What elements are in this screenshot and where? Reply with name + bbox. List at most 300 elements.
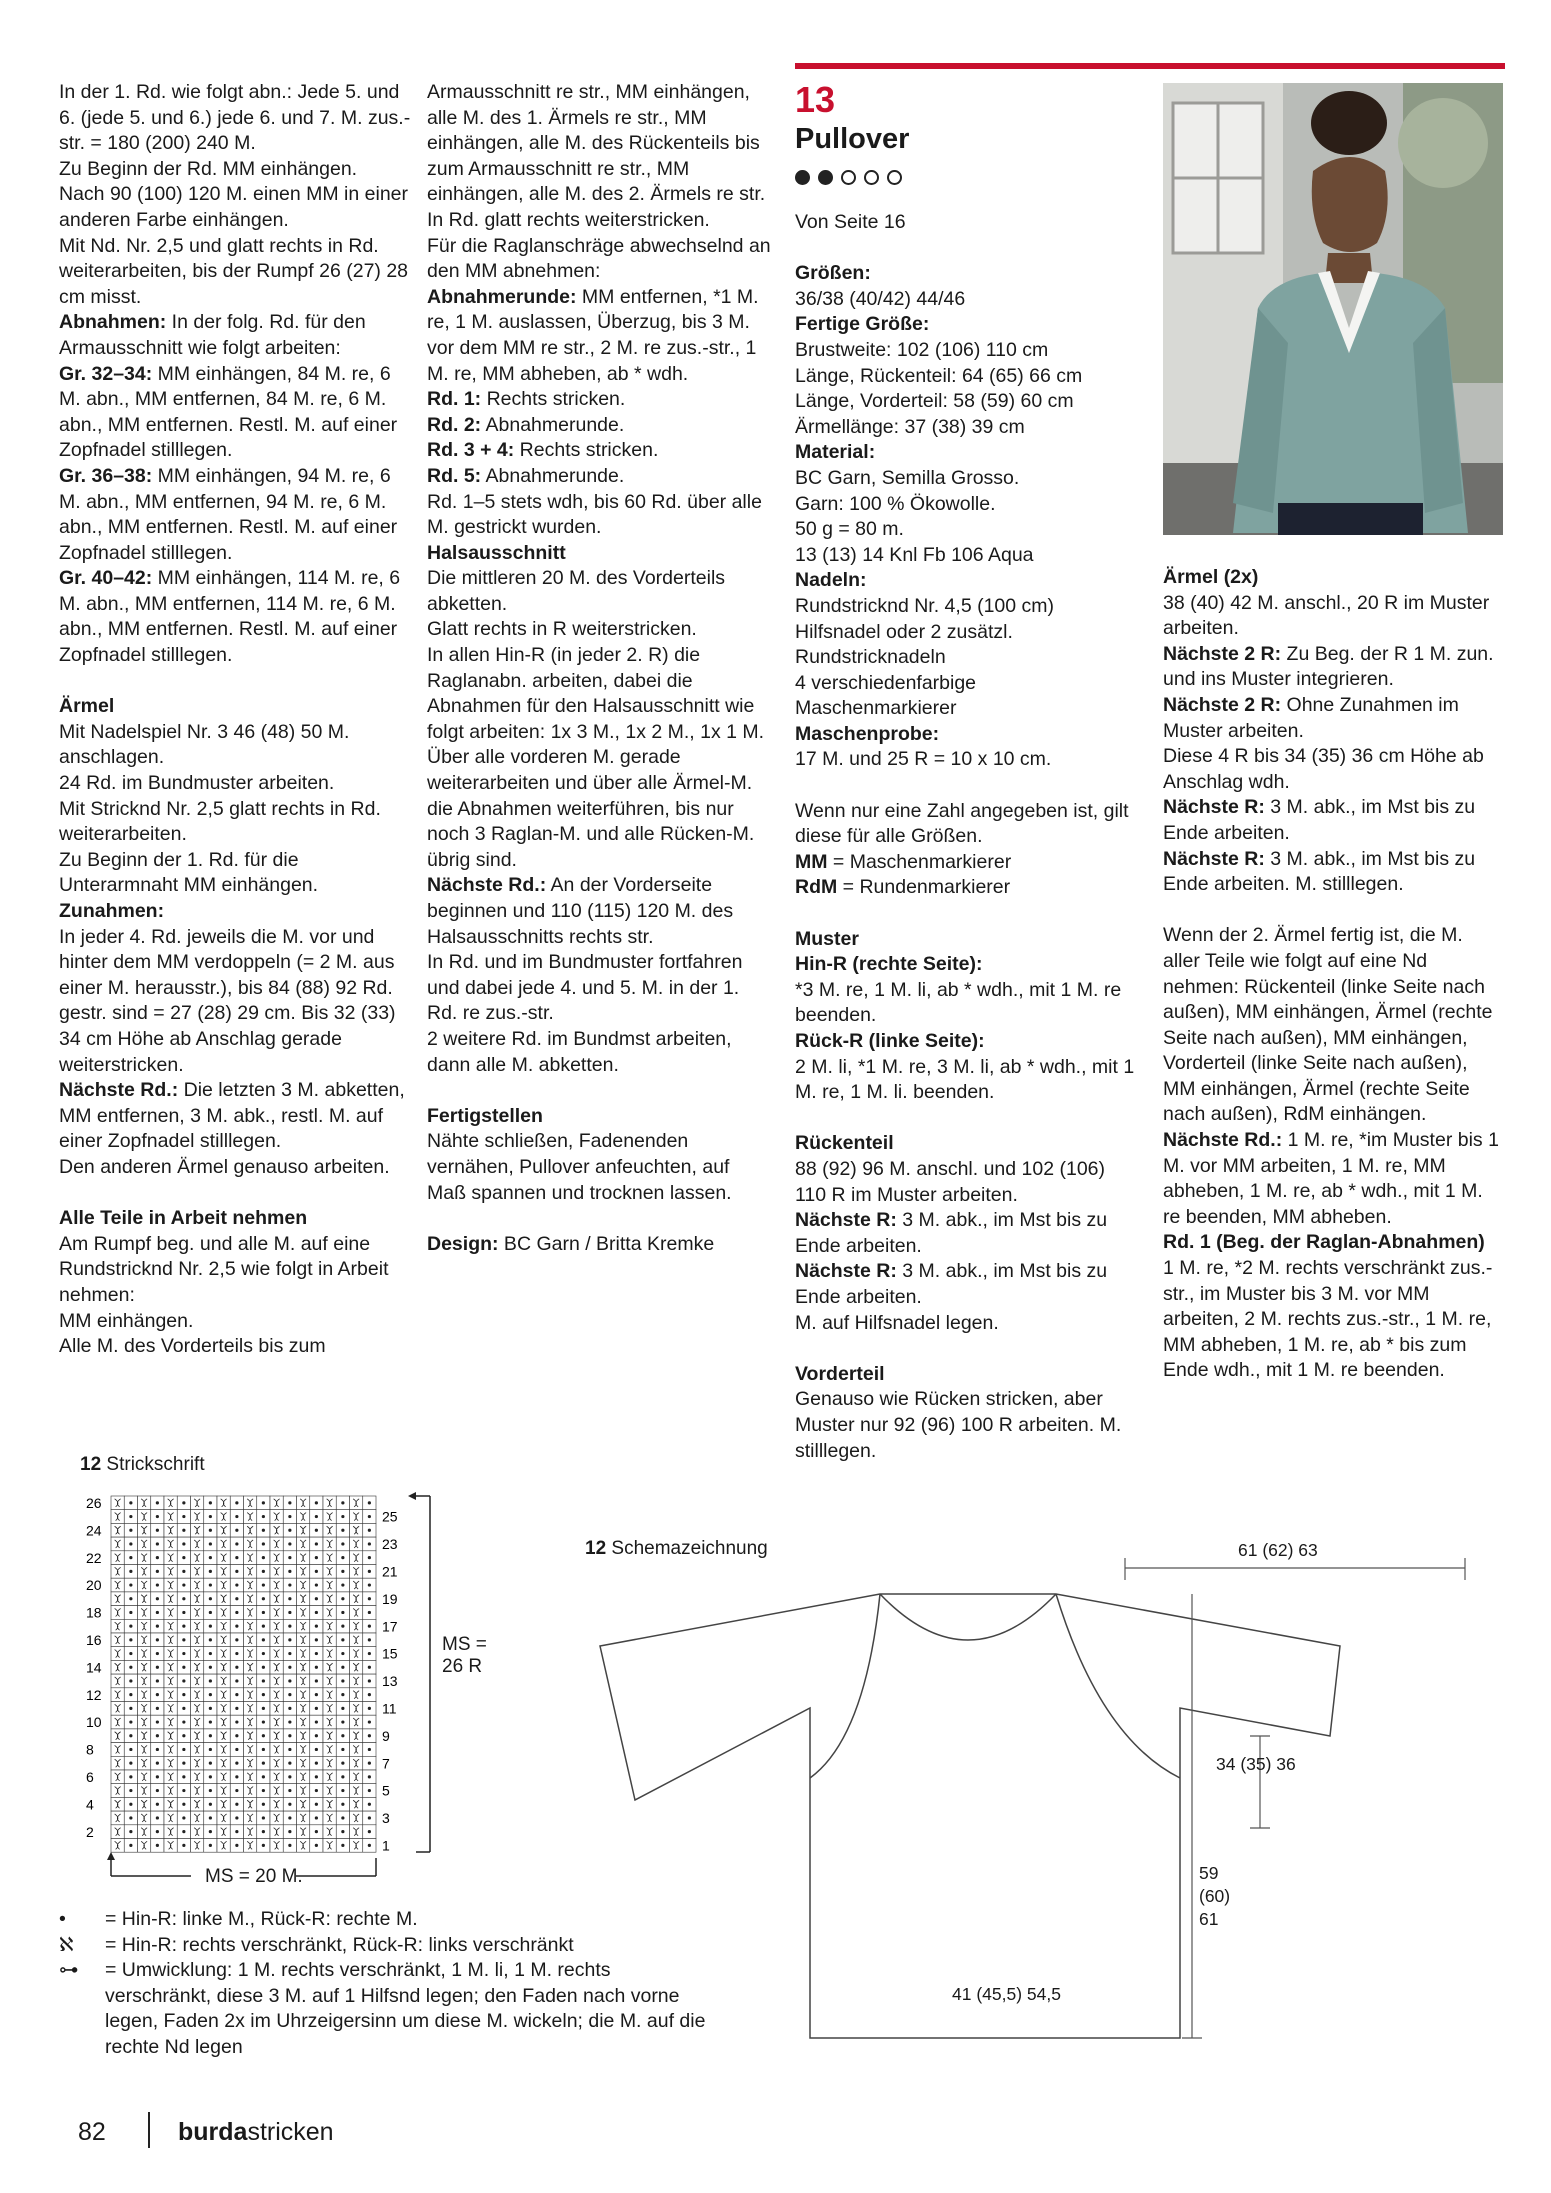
paragraph xyxy=(427,285,772,387)
purl-symbol xyxy=(368,1789,371,1792)
paragraph-gap xyxy=(795,1106,1140,1132)
paragraph xyxy=(1163,744,1503,795)
text-column-2 xyxy=(427,80,772,1257)
purl-symbol xyxy=(235,1556,238,1559)
purl-symbol xyxy=(182,1611,185,1614)
purl-symbol xyxy=(235,1515,238,1518)
purl-symbol xyxy=(315,1529,318,1532)
purl-symbol xyxy=(182,1693,185,1696)
purl-symbol xyxy=(262,1638,265,1641)
paragraph xyxy=(427,464,772,490)
paragraph-gap xyxy=(795,901,1140,927)
purl-symbol xyxy=(368,1666,371,1669)
text-column-1 xyxy=(59,80,414,1360)
inline-label: Nächste R: xyxy=(1163,796,1265,819)
purl-symbol xyxy=(341,1679,344,1682)
strickschrift-chart xyxy=(86,1488,506,1888)
purl-symbol xyxy=(262,1515,265,1518)
paragraph-text: = Maschenmarkierer xyxy=(827,850,1012,873)
row-label-left: 10 xyxy=(86,1714,102,1731)
legend-row xyxy=(59,1958,719,2060)
row-label-left: 12 xyxy=(86,1686,102,1703)
text-column-4 xyxy=(1163,565,1503,1384)
paragraph-text: Mit Stricknd Nr. 2,5 glatt rechts in Rd. weiterarbeiten. xyxy=(59,797,381,846)
paragraph-text: An der Vorderseite beginnen und 110 (115) 120 M. des Halsausschnitts rechts str. xyxy=(427,874,734,948)
purl-symbol xyxy=(341,1501,344,1504)
purl-symbol xyxy=(262,1720,265,1723)
purl-symbol xyxy=(129,1625,132,1628)
ms-cols-label: MS = 20 M. xyxy=(205,1866,303,1887)
paragraph-text: BC Garn, Semilla Grosso. xyxy=(795,466,1020,489)
section-heading: Fertigstellen xyxy=(427,1104,543,1127)
purl-symbol xyxy=(182,1556,185,1559)
purl-symbol xyxy=(315,1816,318,1819)
row-label-right: 21 xyxy=(382,1563,398,1580)
purl-symbol xyxy=(341,1720,344,1723)
purl-symbol xyxy=(209,1638,212,1641)
purl-symbol xyxy=(315,1789,318,1792)
purl-symbol xyxy=(341,1803,344,1806)
purl-symbol xyxy=(315,1679,318,1682)
paragraph-text: Rechts stricken. xyxy=(481,388,626,411)
purl-symbol xyxy=(368,1734,371,1737)
paragraph-text: Rundstricknd Nr. 4,5 (100 cm) Hilfsnadel oder 2 zusätzl. Rundstricknadeln xyxy=(795,594,1055,669)
inline-label: Gr. 32–34: xyxy=(59,362,153,385)
purl-symbol xyxy=(156,1844,159,1847)
legend-text: = Umwicklung: 1 M. rechts verschränkt, 1 M. li, 1 M. rechts verschränkt, diese 3 M. auf 1 Hilfsnd legen; den Faden nach vorne legen, Faden 2x im Uhrzeigersinn um diese M. wickeln; die M. auf die rechte Nd legen xyxy=(105,1959,706,2058)
purl-symbol xyxy=(262,1789,265,1792)
paragraph-text: Diese 4 R bis 34 (35) 36 cm Höhe ab Anschlag wdh. xyxy=(1163,745,1484,793)
difficulty-dot-filled xyxy=(795,170,810,185)
paragraph-text: 24 Rd. im Bundmuster arbeiten. xyxy=(59,772,335,795)
paragraph-text: 1 M. re, *im Muster bis 1 M. vor MM arbeiten, 1 M. re, MM abheben, 1 M. re, ab * wdh., mit 1 M. re beenden, MM abheben. xyxy=(1163,1129,1499,1228)
paragraph-gap xyxy=(795,1336,1140,1362)
purl-symbol xyxy=(341,1666,344,1669)
purl-symbol xyxy=(209,1597,212,1600)
purl-symbol xyxy=(288,1652,291,1655)
purl-symbol xyxy=(262,1625,265,1628)
purl-symbol xyxy=(209,1720,212,1723)
paragraph-text: *3 M. re, 1 M. li, ab * wdh., mit 1 M. re beenden. xyxy=(795,978,1122,1027)
text-column-3 xyxy=(795,210,1140,1464)
purl-symbol xyxy=(182,1515,185,1518)
row-label-left: 2 xyxy=(86,1823,94,1840)
inline-label: Nächste R: xyxy=(1163,847,1265,870)
purl-symbol xyxy=(315,1762,318,1765)
paragraph xyxy=(795,210,1140,236)
purl-symbol xyxy=(182,1679,185,1682)
purl-symbol xyxy=(182,1597,185,1600)
brand-logo: burdastricken xyxy=(178,2118,334,2146)
purl-symbol xyxy=(156,1611,159,1614)
purl-symbol xyxy=(129,1515,132,1518)
purl-symbol xyxy=(368,1611,371,1614)
paragraph-text: = Rundenmarkierer xyxy=(837,876,1011,899)
paragraph-text: In Rd. glatt rechts weiterstricken. xyxy=(427,208,710,231)
purl-symbol xyxy=(209,1625,212,1628)
paragraph-text: 13 (13) 14 Knl Fb 106 Aqua xyxy=(795,543,1034,566)
purl-symbol xyxy=(341,1844,344,1847)
purl-symbol xyxy=(262,1542,265,1545)
purl-symbol xyxy=(262,1693,265,1696)
purl-symbol xyxy=(288,1693,291,1696)
purl-symbol xyxy=(235,1844,238,1847)
purl-symbol xyxy=(315,1556,318,1559)
paragraph xyxy=(1163,591,1503,642)
paragraph-text: Zu Beg. der R 1 M. zun. und ins Muster integrieren. xyxy=(1163,642,1494,691)
purl-symbol xyxy=(182,1638,185,1641)
purl-symbol xyxy=(182,1720,185,1723)
purl-symbol xyxy=(235,1803,238,1806)
purl-symbol xyxy=(156,1570,159,1573)
purl-symbol xyxy=(341,1762,344,1765)
paragraph xyxy=(1163,1256,1503,1384)
purl-symbol xyxy=(182,1542,185,1545)
inline-label: Abnahmen: xyxy=(59,311,167,334)
difficulty-rating xyxy=(795,170,902,185)
paragraph xyxy=(1163,1128,1503,1230)
purl-symbol xyxy=(156,1789,159,1792)
row-label-right: 15 xyxy=(382,1645,398,1662)
paragraph xyxy=(59,566,414,668)
paragraph xyxy=(795,492,1140,518)
paragraph xyxy=(1163,923,1503,1128)
paragraph-text: Armausschnitt re str., MM einhängen, alle M. des 1. Ärmels re str., MM einhängen, alle M. des Rückenteils bis zum Armausschnitt re str., MM einhängen, alle M. des 2. Ärmels re str. xyxy=(427,81,766,206)
purl-symbol xyxy=(235,1748,238,1751)
purl-symbol xyxy=(129,1707,132,1710)
paragraph-text: M. auf Hilfsnadel legen. xyxy=(795,1311,999,1334)
purl-symbol xyxy=(156,1501,159,1504)
section-heading: Rückenteil xyxy=(795,1132,894,1155)
row-label-left: 14 xyxy=(86,1659,102,1676)
purl-symbol xyxy=(288,1515,291,1518)
purl-symbol xyxy=(288,1816,291,1819)
purl-symbol xyxy=(182,1775,185,1778)
paragraph-gap xyxy=(1163,898,1503,924)
purl-symbol xyxy=(156,1652,159,1655)
purl-symbol xyxy=(262,1501,265,1504)
purl-symbol xyxy=(341,1597,344,1600)
purl-symbol xyxy=(288,1789,291,1792)
paragraph-text: In der 1. Rd. wie folgt abn.: Jede 5. und 6. (jede 5. und 6.) jede 6. und 7. M. zus.-str. = 180 (200) 240 M. xyxy=(59,81,411,155)
legend-text: = Hin-R: rechts verschränkt, Rück-R: links verschränkt xyxy=(105,1933,574,1956)
paragraph xyxy=(59,1078,414,1155)
purl-symbol xyxy=(182,1844,185,1847)
purl-symbol xyxy=(129,1597,132,1600)
purl-symbol xyxy=(368,1556,371,1559)
paragraph xyxy=(59,157,414,183)
purl-symbol xyxy=(182,1666,185,1669)
purl-symbol xyxy=(209,1693,212,1696)
paragraph-text: Genauso wie Rücken stricken, aber Muster nur 92 (96) 100 R arbeiten. M. stilllegen. xyxy=(795,1388,1122,1462)
purl-symbol xyxy=(262,1556,265,1559)
purl-symbol xyxy=(129,1666,132,1669)
paragraph-text: Nähte schließen, Fadenenden vernähen, Pullover anfeuchten, auf Maß spannen und trocknen lassen. xyxy=(427,1130,732,1204)
dim-body-length: 59 (60) 61 xyxy=(1199,1863,1231,1929)
purl-symbol xyxy=(288,1529,291,1532)
legend-symbol: ℵ xyxy=(59,1933,74,1956)
purl-symbol xyxy=(368,1570,371,1573)
purl-symbol xyxy=(262,1844,265,1847)
paragraph xyxy=(795,338,1140,364)
paragraph-gap xyxy=(59,669,414,695)
purl-symbol xyxy=(182,1748,185,1751)
paragraph xyxy=(59,1334,414,1360)
paragraph xyxy=(59,771,414,797)
paragraph xyxy=(427,208,772,234)
purl-symbol xyxy=(235,1501,238,1504)
paragraph-text: Rechts stricken. xyxy=(514,439,659,462)
purl-symbol xyxy=(129,1748,132,1751)
purl-symbol xyxy=(235,1583,238,1586)
purl-symbol xyxy=(156,1830,159,1833)
paragraph xyxy=(795,671,1140,722)
purl-symbol xyxy=(341,1638,344,1641)
purl-symbol xyxy=(182,1529,185,1532)
purl-symbol xyxy=(156,1803,159,1806)
purl-symbol xyxy=(341,1529,344,1532)
purl-symbol xyxy=(235,1597,238,1600)
paragraph xyxy=(427,566,772,617)
paragraph xyxy=(427,387,772,413)
purl-symbol xyxy=(129,1693,132,1696)
paragraph-text: Über alle vorderen M. gerade weiterarbeiten und über alle Ärmel-M. die Abnahmen weiterführen, bis nur noch 3 Raglan-M. und alle Rücken-M. übrig sind. xyxy=(427,746,755,871)
purl-symbol xyxy=(288,1556,291,1559)
dim-sleeve-width: 34 (35) 36 xyxy=(1216,1754,1296,1774)
paragraph xyxy=(427,438,772,464)
purl-symbol xyxy=(156,1693,159,1696)
purl-symbol xyxy=(156,1515,159,1518)
purl-symbol xyxy=(341,1652,344,1655)
difficulty-dot-empty xyxy=(887,170,902,185)
purl-symbol xyxy=(209,1707,212,1710)
purl-symbol xyxy=(209,1789,212,1792)
row-label-left: 8 xyxy=(86,1741,94,1758)
paragraph-text: Garn: 100 % Ökowolle. xyxy=(795,492,996,515)
paragraph xyxy=(59,362,414,464)
purl-symbol xyxy=(262,1570,265,1573)
paragraph xyxy=(795,1157,1140,1208)
purl-symbol xyxy=(156,1556,159,1559)
paragraph xyxy=(795,1311,1140,1337)
purl-symbol xyxy=(341,1693,344,1696)
paragraph-gap xyxy=(427,1206,772,1232)
paragraph-text: Zu Beginn der 1. Rd. für die Unterarmnaht MM einhängen. xyxy=(59,848,319,897)
purl-symbol xyxy=(129,1611,132,1614)
purl-symbol xyxy=(209,1515,212,1518)
paragraph-text: Länge, Vorderteil: 58 (59) 60 cm xyxy=(795,390,1074,413)
purl-symbol xyxy=(235,1529,238,1532)
chart-legend xyxy=(59,1907,719,2061)
purl-symbol xyxy=(288,1679,291,1682)
model-photo xyxy=(1163,83,1503,535)
purl-symbol xyxy=(368,1844,371,1847)
purl-symbol xyxy=(129,1803,132,1806)
purl-symbol xyxy=(288,1597,291,1600)
purl-symbol xyxy=(129,1844,132,1847)
purl-symbol xyxy=(315,1734,318,1737)
row-label-left: 4 xyxy=(86,1796,94,1813)
paragraph xyxy=(1163,847,1503,898)
purl-symbol xyxy=(368,1707,371,1710)
paragraph-text: MM einhängen. xyxy=(59,1309,194,1332)
purl-symbol xyxy=(315,1638,318,1641)
inline-label: MM xyxy=(795,850,828,873)
paragraph-gap xyxy=(795,236,1140,262)
purl-symbol xyxy=(288,1666,291,1669)
purl-symbol xyxy=(209,1556,212,1559)
paragraph xyxy=(427,1129,772,1206)
purl-symbol xyxy=(315,1803,318,1806)
paragraph-text: 2 M. li, *1 M. re, 3 M. li, ab * wdh., mit 1 M. re, 1 M. li. beenden. xyxy=(795,1055,1135,1104)
paragraph xyxy=(427,745,772,873)
paragraph-text: 4 verschiedenfarbige Maschenmarkierer xyxy=(795,671,977,720)
purl-symbol xyxy=(182,1501,185,1504)
purl-symbol xyxy=(209,1762,212,1765)
purl-symbol xyxy=(209,1748,212,1751)
purl-symbol xyxy=(129,1762,132,1765)
purl-symbol xyxy=(368,1542,371,1545)
purl-symbol xyxy=(262,1611,265,1614)
purl-symbol xyxy=(156,1775,159,1778)
purl-symbol xyxy=(315,1707,318,1710)
paragraph-text: Wenn nur eine Zahl angegeben ist, gilt diese für alle Größen. xyxy=(795,799,1129,848)
purl-symbol xyxy=(315,1583,318,1586)
purl-symbol xyxy=(368,1693,371,1696)
paragraph-text: In allen Hin-R (in jeder 2. R) die Raglanabn. arbeiten, dabei die Abnahmen für den Halsausschnitt wie folgt arbeiten: 1x 3 M., 1x 2 M., 1x 1 M. xyxy=(427,644,765,743)
inline-label: Nächste Rd.: xyxy=(59,1079,179,1102)
paragraph-text: 1 M. re, *2 M. rechts verschränkt zus.-str., im Muster bis 3 M. vor MM arbeiten, 2 M. rechts zus.-str., 1 M. re, MM abheben, 1 M. re, ab * bis zum Ende wdh., mit 1 M. re beenden. xyxy=(1163,1257,1493,1382)
purl-symbol xyxy=(209,1830,212,1833)
purl-symbol xyxy=(209,1666,212,1669)
section-heading: Alle Teile in Arbeit nehmen xyxy=(59,1207,308,1230)
purl-symbol xyxy=(315,1501,318,1504)
inline-label: Gr. 36–38: xyxy=(59,464,153,487)
paragraph-text: Mit Nd. Nr. 2,5 und glatt rechts in Rd. weiterarbeiten, bis der Rumpf 26 (27) 28 cm misst. xyxy=(59,234,409,308)
paragraph-text: Die mittleren 20 M. des Vorderteils abketten. xyxy=(427,567,726,615)
paragraph xyxy=(59,925,414,1079)
section-heading: Nadeln: xyxy=(795,569,867,592)
purl-symbol xyxy=(368,1816,371,1819)
purl-symbol xyxy=(156,1529,159,1532)
purl-symbol xyxy=(235,1734,238,1737)
purl-symbol xyxy=(288,1830,291,1833)
purl-symbol xyxy=(235,1693,238,1696)
purl-symbol xyxy=(288,1542,291,1545)
paragraph xyxy=(795,850,1140,876)
purl-symbol xyxy=(341,1748,344,1751)
paragraph-text: Nach 90 (100) 120 M. einen MM in einer anderen Farbe einhängen. xyxy=(59,183,409,231)
inline-label: Rd. 5: xyxy=(427,464,482,487)
paragraph xyxy=(59,310,414,361)
purl-symbol xyxy=(315,1542,318,1545)
paragraph-text: 17 M. und 25 R = 10 x 10 cm. xyxy=(795,748,1052,771)
purl-symbol xyxy=(182,1816,185,1819)
purl-symbol xyxy=(341,1816,344,1819)
paragraph xyxy=(795,287,1140,313)
paragraph xyxy=(59,1309,414,1335)
inline-label: Rd. 1: xyxy=(427,388,482,411)
purl-symbol xyxy=(209,1583,212,1586)
paragraph-text: Den anderen Ärmel genauso arbeiten. xyxy=(59,1155,390,1178)
section-heading: Größen: xyxy=(795,262,871,285)
purl-symbol xyxy=(129,1583,132,1586)
paragraph xyxy=(427,1027,772,1078)
purl-symbol xyxy=(235,1679,238,1682)
purl-symbol xyxy=(235,1611,238,1614)
paragraph xyxy=(795,747,1140,773)
paragraph-text: Abnahmerunde. xyxy=(481,464,625,487)
section-heading: Material: xyxy=(795,441,876,464)
paragraph xyxy=(795,543,1140,569)
purl-symbol xyxy=(209,1816,212,1819)
purl-symbol xyxy=(288,1775,291,1778)
inline-label: Design: xyxy=(427,1232,499,1255)
purl-symbol xyxy=(341,1556,344,1559)
purl-symbol xyxy=(129,1830,132,1833)
legend-row xyxy=(59,1933,719,1959)
purl-symbol xyxy=(209,1501,212,1504)
purl-symbol xyxy=(235,1775,238,1778)
purl-symbol xyxy=(341,1611,344,1614)
purl-symbol xyxy=(235,1638,238,1641)
purl-symbol xyxy=(182,1625,185,1628)
purl-symbol xyxy=(341,1830,344,1833)
purl-symbol xyxy=(262,1707,265,1710)
inline-label: Nächste Rd.: xyxy=(1163,1129,1283,1152)
purl-symbol xyxy=(288,1501,291,1504)
paragraph xyxy=(795,799,1140,850)
purl-symbol xyxy=(129,1542,132,1545)
inline-label: Rd. 2: xyxy=(427,413,482,436)
purl-symbol xyxy=(156,1625,159,1628)
paragraph-text: Mit Nadelspiel Nr. 3 46 (48) 50 M. anschlagen. xyxy=(59,720,350,769)
inline-label: Abnahmerunde: xyxy=(427,285,577,308)
purl-symbol xyxy=(156,1542,159,1545)
paragraph xyxy=(795,1055,1140,1106)
paragraph-text: 2 weitere Rd. im Bundmst arbeiten, dann alle M. abketten. xyxy=(427,1027,732,1076)
row-label-right: 3 xyxy=(382,1810,390,1827)
purl-symbol xyxy=(315,1597,318,1600)
purl-symbol xyxy=(368,1830,371,1833)
purl-symbol xyxy=(288,1844,291,1847)
purl-symbol xyxy=(368,1720,371,1723)
purl-symbol xyxy=(235,1542,238,1545)
section-heading: Ärmel (2x) xyxy=(1163,566,1259,588)
paragraph-text: Abnahmerunde. xyxy=(481,413,625,436)
section-heading: Halsausschnitt xyxy=(427,541,566,564)
paragraph-text: 50 g = 80 m. xyxy=(795,518,904,541)
paragraph-text: Die letzten 3 M. abketten, MM entfernen, 3 M. abk., restl. M. auf einer Zopfnadel stilllegen. xyxy=(59,1079,405,1153)
paragraph xyxy=(59,797,414,848)
pattern-title: Pullover xyxy=(795,123,910,155)
paragraph-text: Alle M. des Vorderteils bis zum xyxy=(59,1335,326,1358)
purl-symbol xyxy=(129,1789,132,1792)
purl-symbol xyxy=(341,1542,344,1545)
purl-symbol xyxy=(235,1830,238,1833)
paragraph xyxy=(795,517,1140,543)
paragraph xyxy=(795,364,1140,390)
purl-symbol xyxy=(209,1570,212,1573)
page-number: 82 xyxy=(78,2118,106,2146)
paragraph xyxy=(795,978,1140,1029)
paragraph xyxy=(427,413,772,439)
paragraph xyxy=(427,873,772,950)
paragraph-text: 3 M. abk., im Mst bis zu Ende arbeiten. M. stilllegen. xyxy=(1163,847,1476,896)
purl-symbol xyxy=(235,1762,238,1765)
purl-symbol xyxy=(209,1611,212,1614)
paragraph-text: In jeder 4. Rd. jeweils die M. vor und hinter dem MM verdoppeln (= 2 M. aus einer M. herausstr.), bis 84 (88) 92 Rd. gestr. sind = 27 (28) 29 cm. Bis 32 (33) 34 cm Höhe ab Anschlag gerade weiterstricken. xyxy=(59,925,396,1076)
